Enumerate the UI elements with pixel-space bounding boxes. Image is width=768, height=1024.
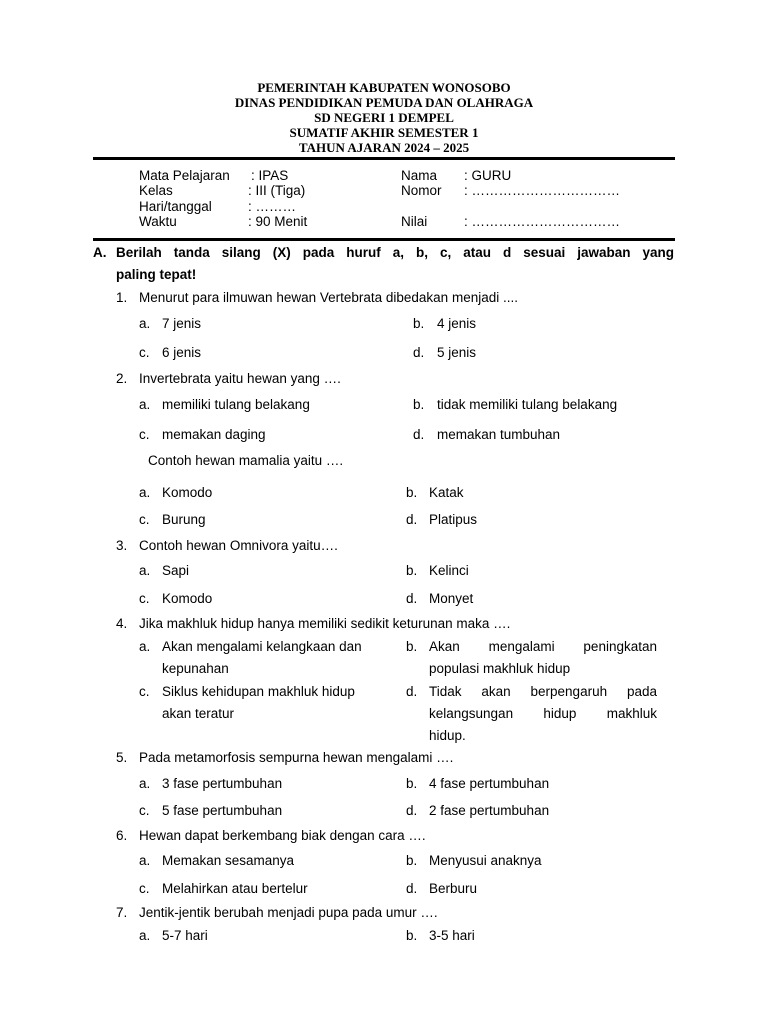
nomor-label: Nomor bbox=[401, 183, 442, 198]
option-letter: a. bbox=[139, 397, 151, 412]
option-letter: c. bbox=[139, 345, 150, 360]
option-letter: a. bbox=[139, 853, 151, 868]
option-c: Melahirkan atau bertelur bbox=[162, 881, 308, 896]
header-line-2: DINAS PENDIDIKAN PEMUDA DAN OLAHRAGA bbox=[234, 95, 534, 110]
info-divider bbox=[93, 238, 675, 241]
waktu-value: : 90 Menit bbox=[248, 214, 308, 229]
section-instruction: Berilah tanda silang (X) pada huruf a, b, c, atau d sesuai jawaban yang bbox=[116, 245, 674, 260]
option-letter: d. bbox=[406, 803, 418, 818]
option-b: 4 fase pertumbuhan bbox=[429, 776, 550, 791]
option-d: Berburu bbox=[429, 881, 478, 896]
option-c: memakan daging bbox=[162, 427, 266, 442]
nama-label: Nama bbox=[401, 168, 438, 183]
option-d: Platipus bbox=[429, 512, 478, 527]
option-letter: a. bbox=[139, 316, 151, 331]
option-letter: c. bbox=[139, 881, 150, 896]
hari-value: : ……… bbox=[248, 199, 297, 214]
option-b: 3-5 hari bbox=[429, 928, 475, 943]
option-a: Memakan sesamanya bbox=[162, 853, 295, 868]
option-b-line-1: Akan mengalami peningkatan bbox=[429, 639, 657, 654]
option-a: memiliki tulang belakang bbox=[162, 397, 310, 412]
header-line-1: PEMERINTAH KABUPATEN WONOSOBO bbox=[257, 80, 511, 95]
option-c-line-1: Siklus kehidupan makhluk hidup bbox=[162, 684, 355, 699]
nama-value: : GURU bbox=[464, 168, 512, 183]
question-text: Invertebrata yaitu hewan yang …. bbox=[139, 371, 341, 386]
question-text: Contoh hewan mamalia yaitu …. bbox=[148, 453, 344, 468]
question-text: Pada metamorfosis sempurna hewan mengalami …. bbox=[139, 750, 454, 765]
option-letter: d. bbox=[406, 591, 418, 606]
option-letter: b. bbox=[413, 397, 425, 412]
option-letter: b. bbox=[406, 639, 418, 654]
option-letter: c. bbox=[139, 591, 150, 606]
option-a-line-1: Akan mengalami kelangkaan dan bbox=[162, 639, 362, 654]
option-letter: d. bbox=[413, 345, 425, 360]
question-text: Hewan dapat berkembang biak dengan cara …. bbox=[139, 828, 426, 843]
kelas-value: : III (Tiga) bbox=[248, 183, 306, 198]
option-b-line-2: populasi makhluk hidup bbox=[429, 661, 571, 676]
header-divider bbox=[93, 157, 675, 160]
option-letter: c. bbox=[139, 512, 150, 527]
section-instruction-cont: paling tepat! bbox=[116, 267, 197, 282]
option-d-line-3: hidup. bbox=[429, 728, 466, 743]
question-number: 4. bbox=[116, 616, 128, 631]
option-c: 5 fase pertumbuhan bbox=[162, 803, 283, 818]
option-letter: b. bbox=[406, 563, 418, 578]
header-line-3: SD NEGERI 1 DEMPEL bbox=[314, 110, 454, 125]
nilai-label: Nilai bbox=[401, 214, 428, 229]
option-b: Kelinci bbox=[429, 563, 469, 578]
option-d: 5 jenis bbox=[437, 345, 477, 360]
option-letter: d. bbox=[406, 881, 418, 896]
hari-label: Hari/tanggal bbox=[139, 199, 212, 214]
question-number: 5. bbox=[116, 750, 128, 765]
question-number: 6. bbox=[116, 828, 128, 843]
option-c: 6 jenis bbox=[162, 345, 202, 360]
option-letter: a. bbox=[139, 639, 151, 654]
option-a-line-2: kepunahan bbox=[162, 661, 229, 676]
mapel-label: Mata Pelajaran bbox=[139, 168, 230, 183]
option-b: tidak memiliki tulang belakang bbox=[437, 397, 618, 412]
option-letter: b. bbox=[406, 928, 418, 943]
question-number: 3. bbox=[116, 538, 128, 553]
mapel-value: : IPAS bbox=[251, 168, 289, 183]
option-a: 5-7 hari bbox=[162, 928, 208, 943]
option-c: Burung bbox=[162, 512, 206, 527]
option-letter: b. bbox=[406, 853, 418, 868]
question-text: Jentik-jentik berubah menjadi pupa pada umur …. bbox=[139, 905, 438, 920]
option-d: 2 fase pertumbuhan bbox=[429, 803, 550, 818]
option-d: memakan tumbuhan bbox=[437, 427, 561, 442]
option-letter: c. bbox=[139, 803, 150, 818]
option-c: Komodo bbox=[162, 591, 213, 606]
section-letter: A. bbox=[93, 245, 107, 260]
option-letter: a. bbox=[139, 776, 151, 791]
question-text: Jika makhluk hidup hanya memiliki sedikit keturunan maka …. bbox=[139, 616, 511, 631]
header-line-5: TAHUN AJARAN 2024 – 2025 bbox=[298, 140, 470, 155]
option-d-line-1: Tidak akan berpengaruh pada bbox=[429, 684, 657, 699]
option-letter: d. bbox=[406, 684, 418, 699]
option-letter: d. bbox=[406, 512, 418, 527]
option-letter: a. bbox=[139, 485, 151, 500]
option-a: Komodo bbox=[162, 485, 213, 500]
header-line-4: SUMATIF AKHIR SEMESTER 1 bbox=[289, 125, 479, 140]
option-b: Menyusui anaknya bbox=[429, 853, 542, 868]
option-letter: b. bbox=[406, 776, 418, 791]
option-letter: b. bbox=[406, 485, 418, 500]
nilai-value: : …………………………… bbox=[464, 214, 621, 229]
option-c-line-2: akan teratur bbox=[162, 706, 235, 721]
option-b: 4 jenis bbox=[437, 316, 477, 331]
option-a: 3 fase pertumbuhan bbox=[162, 776, 283, 791]
option-b: Katak bbox=[429, 485, 464, 500]
option-d: Monyet bbox=[429, 591, 474, 606]
option-d-line-2: kelangsungan hidup makhluk bbox=[429, 706, 657, 721]
option-letter: b. bbox=[413, 316, 425, 331]
question-text: Contoh hewan Omnivora yaitu…. bbox=[139, 538, 338, 553]
option-a: Sapi bbox=[162, 563, 190, 578]
question-text: Menurut para ilmuwan hewan Vertebrata dibedakan menjadi .... bbox=[139, 290, 518, 305]
waktu-label: Waktu bbox=[139, 214, 177, 229]
option-letter: a. bbox=[139, 928, 151, 943]
option-a: 7 jenis bbox=[162, 316, 202, 331]
question-number: 1. bbox=[116, 290, 128, 305]
question-number: 7. bbox=[116, 905, 128, 920]
question-number: 2. bbox=[116, 371, 128, 386]
option-letter: c. bbox=[139, 427, 150, 442]
kelas-label: Kelas bbox=[139, 183, 173, 198]
nomor-value: : …………………………… bbox=[464, 183, 621, 198]
option-letter: c. bbox=[139, 684, 150, 699]
option-letter: d. bbox=[413, 427, 425, 442]
option-letter: a. bbox=[139, 563, 151, 578]
